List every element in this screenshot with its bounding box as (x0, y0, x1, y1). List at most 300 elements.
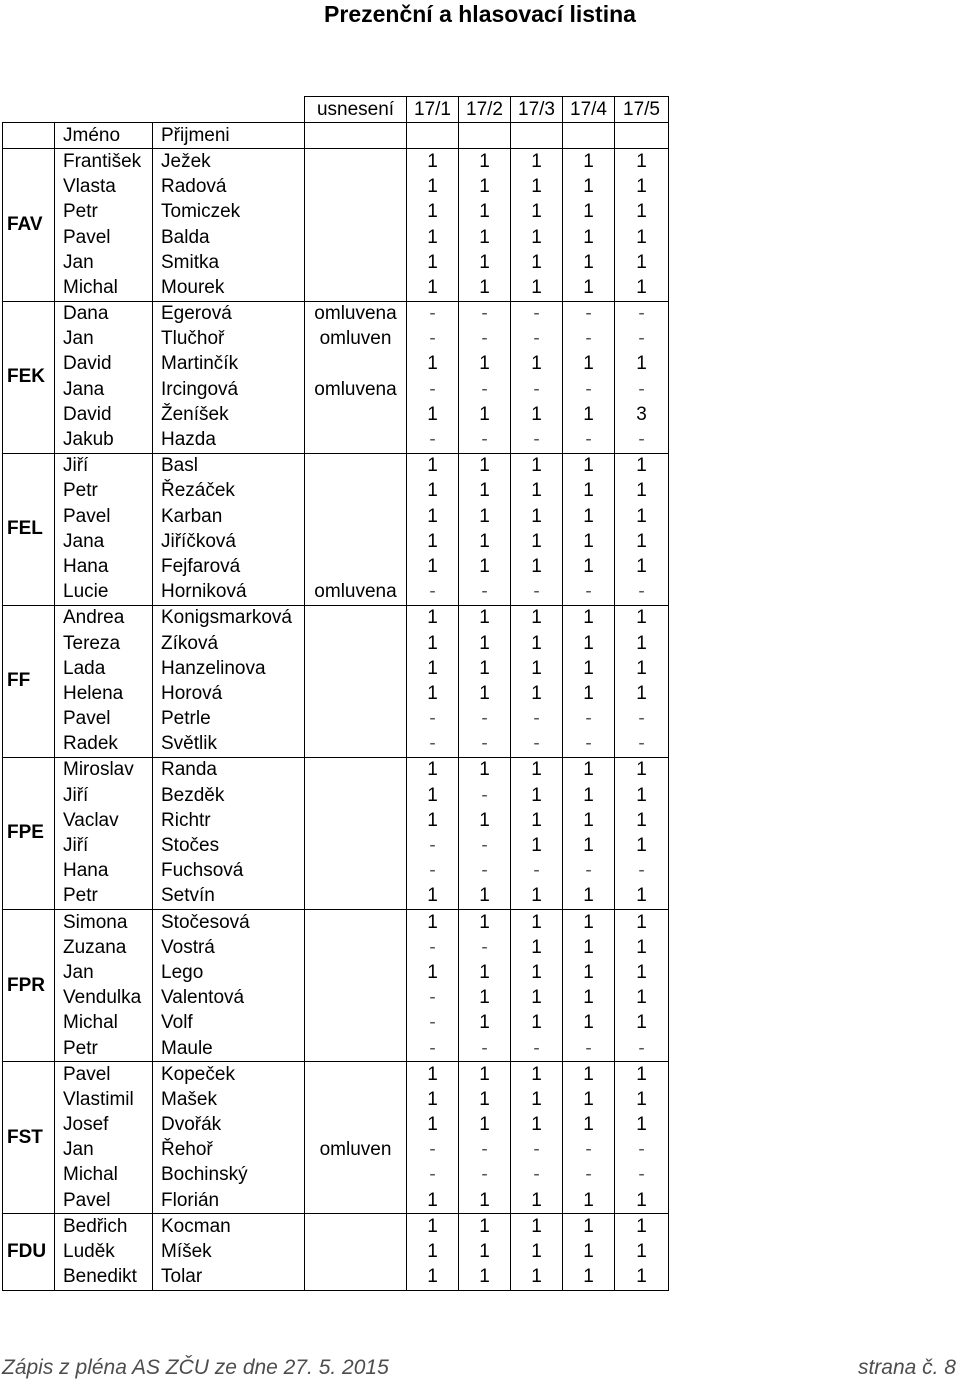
vote-cell: 1 (563, 910, 615, 936)
surname-cell: Mourek (153, 275, 305, 301)
first-name-cell: Dana (55, 301, 153, 327)
vote-cell: - (615, 301, 669, 327)
resolution-note-cell (305, 402, 407, 427)
resolution-note-cell (305, 884, 407, 910)
table-row (3, 149, 669, 175)
header-row-votes (3, 97, 669, 123)
first-name-cell: Andrea (55, 605, 153, 631)
surname-cell: Ženíšek (153, 402, 305, 427)
vote-cell: 1 (563, 757, 615, 783)
header-surname: Přijmeni (153, 123, 305, 149)
faculty-cell: FDU (3, 1214, 55, 1291)
surname-cell: Míšek (153, 1239, 305, 1264)
resolution-note-cell (305, 250, 407, 275)
table-row (3, 275, 669, 301)
vote-cell: 1 (511, 935, 563, 960)
vote-cell: - (615, 1163, 669, 1188)
vote-cell: - (511, 1138, 563, 1163)
vote-cell: - (511, 377, 563, 402)
table-row (3, 656, 669, 681)
vote-cell: - (511, 427, 563, 453)
vote-cell: 1 (459, 1011, 511, 1036)
resolution-note-cell (305, 225, 407, 250)
vote-cell: 1 (511, 986, 563, 1011)
vote-cell: 1 (563, 554, 615, 579)
vote-cell: 1 (511, 225, 563, 250)
surname-cell: Mašek (153, 1087, 305, 1112)
surname-cell: Stočesová (153, 910, 305, 936)
surname-cell: Randa (153, 757, 305, 783)
vote-cell: 1 (615, 453, 669, 479)
vote-cell: 1 (563, 935, 615, 960)
vote-cell: 1 (511, 529, 563, 554)
vote-cell: 1 (563, 225, 615, 250)
vote-cell: - (407, 1011, 459, 1036)
vote-cell: 1 (511, 808, 563, 833)
resolution-note-cell (305, 808, 407, 833)
resolution-note-cell (305, 1265, 407, 1291)
vote-cell: 1 (615, 1265, 669, 1291)
vote-cell: 1 (407, 453, 459, 479)
surname-cell: Kocman (153, 1214, 305, 1240)
vote-cell: 1 (563, 1113, 615, 1138)
vote-cell: 1 (407, 631, 459, 656)
first-name-cell: Petr (55, 479, 153, 504)
surname-cell: Ircingová (153, 377, 305, 402)
first-name-cell: Vlastimil (55, 1087, 153, 1112)
vote-cell: 1 (511, 783, 563, 808)
vote-cell: 1 (407, 681, 459, 706)
vote-cell: 1 (615, 479, 669, 504)
surname-cell: Setvín (153, 884, 305, 910)
table-row (3, 301, 669, 327)
table-row (3, 1138, 669, 1163)
vote-cell: 1 (459, 1113, 511, 1138)
vote-cell: 1 (459, 605, 511, 631)
vote-cell: - (459, 327, 511, 352)
first-name-cell: Tereza (55, 631, 153, 656)
header-vote-1: 17/1 (407, 97, 459, 123)
table-row (3, 1214, 669, 1240)
surname-cell: Martinčík (153, 352, 305, 377)
vote-cell: 1 (459, 631, 511, 656)
vote-cell: - (511, 580, 563, 606)
surname-cell: Valentová (153, 986, 305, 1011)
vote-cell: - (459, 377, 511, 402)
surname-cell: Fuchsová (153, 859, 305, 884)
vote-cell: 1 (615, 200, 669, 225)
surname-cell: Tomiczek (153, 200, 305, 225)
header-row-names (3, 123, 669, 149)
vote-cell: 1 (615, 250, 669, 275)
surname-cell: Petrle (153, 707, 305, 732)
vote-cell: 1 (563, 200, 615, 225)
first-name-cell: Lada (55, 656, 153, 681)
vote-cell: 1 (407, 1188, 459, 1214)
vote-cell: 1 (615, 504, 669, 529)
vote-cell: 1 (563, 529, 615, 554)
first-name-cell: David (55, 352, 153, 377)
resolution-note-cell: omluvena (305, 580, 407, 606)
first-name-cell: Zuzana (55, 935, 153, 960)
first-name-cell: Bedřich (55, 1214, 153, 1240)
vote-cell: - (407, 859, 459, 884)
footer-page-number: strana č. 8 (857, 1356, 956, 1379)
vote-cell: 1 (615, 149, 669, 175)
vote-cell: - (459, 1138, 511, 1163)
resolution-note-cell (305, 504, 407, 529)
vote-cell: 1 (407, 605, 459, 631)
vote-cell: 1 (407, 1239, 459, 1264)
resolution-note-cell (305, 732, 407, 758)
page-title: Prezenční a hlasovací listina (324, 1, 636, 27)
header-corner (3, 97, 305, 123)
table-row (3, 681, 669, 706)
vote-cell: - (459, 1036, 511, 1062)
resolution-note-cell (305, 1239, 407, 1264)
faculty-cell: FPE (3, 757, 55, 909)
vote-cell: 1 (407, 479, 459, 504)
table-row (3, 631, 669, 656)
vote-cell: 1 (615, 631, 669, 656)
vote-cell: - (459, 833, 511, 858)
faculty-cell: FAV (3, 149, 55, 301)
vote-cell: 1 (459, 250, 511, 275)
vote-cell: - (511, 859, 563, 884)
surname-cell: Lego (153, 960, 305, 985)
vote-cell: 1 (459, 910, 511, 936)
vote-cell: 1 (615, 681, 669, 706)
first-name-cell: Benedikt (55, 1265, 153, 1291)
vote-cell: 1 (407, 1062, 459, 1088)
surname-cell: Hazda (153, 427, 305, 453)
vote-cell: - (511, 1036, 563, 1062)
vote-cell: 1 (511, 1011, 563, 1036)
resolution-note-cell (305, 1113, 407, 1138)
vote-cell: 1 (615, 757, 669, 783)
vote-cell: 1 (511, 479, 563, 504)
surname-cell: Fejfarová (153, 554, 305, 579)
table-row (3, 1239, 669, 1264)
vote-cell: - (459, 427, 511, 453)
first-name-cell: Vendulka (55, 986, 153, 1011)
vote-cell: 1 (563, 1214, 615, 1240)
vote-cell: - (407, 1138, 459, 1163)
resolution-note-cell (305, 783, 407, 808)
header-vote-blank-4 (563, 123, 615, 149)
surname-cell: Horniková (153, 580, 305, 606)
vote-cell: 1 (615, 910, 669, 936)
vote-cell: - (563, 327, 615, 352)
vote-cell: 1 (459, 529, 511, 554)
vote-cell: - (615, 707, 669, 732)
first-name-cell: Jan (55, 250, 153, 275)
vote-cell: 1 (459, 960, 511, 985)
vote-cell: 1 (407, 554, 459, 579)
vote-cell: 1 (511, 175, 563, 200)
vote-cell: 1 (615, 833, 669, 858)
surname-cell: Smitka (153, 250, 305, 275)
vote-cell: 1 (407, 175, 459, 200)
vote-cell: 1 (459, 453, 511, 479)
vote-cell: 1 (563, 681, 615, 706)
table-row (3, 175, 669, 200)
vote-cell: 1 (563, 1239, 615, 1264)
first-name-cell: Jiří (55, 453, 153, 479)
vote-cell: - (563, 301, 615, 327)
vote-cell: 1 (511, 884, 563, 910)
vote-cell: 1 (459, 504, 511, 529)
surname-cell: Dvořák (153, 1113, 305, 1138)
vote-cell: 1 (511, 1113, 563, 1138)
vote-cell: 1 (511, 960, 563, 985)
vote-cell: 1 (511, 1087, 563, 1112)
vote-cell: 1 (563, 656, 615, 681)
vote-cell: 1 (407, 275, 459, 301)
table-row (3, 479, 669, 504)
vote-cell: - (407, 377, 459, 402)
first-name-cell: Miroslav (55, 757, 153, 783)
vote-cell: 1 (407, 200, 459, 225)
vote-cell: - (407, 301, 459, 327)
vote-cell: - (407, 1163, 459, 1188)
first-name-cell: Hana (55, 554, 153, 579)
resolution-note-cell (305, 453, 407, 479)
vote-cell: 1 (407, 504, 459, 529)
vote-cell: 1 (407, 910, 459, 936)
vote-cell: 1 (511, 910, 563, 936)
vote-cell: 1 (563, 453, 615, 479)
first-name-cell: František (55, 149, 153, 175)
vote-cell: 1 (459, 884, 511, 910)
table-row (3, 757, 669, 783)
vote-cell: 1 (407, 149, 459, 175)
surname-cell: Řezáček (153, 479, 305, 504)
surname-cell: Horová (153, 681, 305, 706)
vote-cell: - (459, 1163, 511, 1188)
vote-cell: 1 (563, 1087, 615, 1112)
vote-cell: - (459, 301, 511, 327)
vote-cell: 1 (615, 783, 669, 808)
vote-cell: 1 (511, 833, 563, 858)
vote-cell: 1 (407, 402, 459, 427)
vote-cell: - (459, 732, 511, 758)
first-name-cell: Vlasta (55, 175, 153, 200)
vote-cell: 1 (459, 986, 511, 1011)
vote-cell: 1 (615, 529, 669, 554)
surname-cell: Vostrá (153, 935, 305, 960)
table-row (3, 529, 669, 554)
header-vote-2: 17/2 (459, 97, 511, 123)
vote-cell: - (563, 859, 615, 884)
vote-cell: 1 (615, 605, 669, 631)
table-row (3, 859, 669, 884)
vote-cell: 1 (459, 1214, 511, 1240)
vote-cell: 1 (563, 1011, 615, 1036)
surname-cell: Maule (153, 1036, 305, 1062)
vote-cell: 1 (459, 402, 511, 427)
vote-cell: 1 (511, 757, 563, 783)
vote-cell: 1 (459, 656, 511, 681)
vote-cell: 1 (615, 935, 669, 960)
header-vote-blank-3 (511, 123, 563, 149)
faculty-cell: FEK (3, 301, 55, 453)
header-resolution-label: usnesení (305, 97, 407, 123)
first-name-cell: David (55, 402, 153, 427)
vote-cell: 1 (563, 1062, 615, 1088)
vote-cell: 1 (407, 1087, 459, 1112)
surname-cell: Egerová (153, 301, 305, 327)
faculty-cell: FF (3, 605, 55, 757)
surname-cell: Radová (153, 175, 305, 200)
vote-cell: - (511, 327, 563, 352)
vote-cell: 1 (459, 479, 511, 504)
table-row (3, 250, 669, 275)
surname-cell: Bochinský (153, 1163, 305, 1188)
vote-cell: 1 (511, 352, 563, 377)
vote-cell: - (407, 732, 459, 758)
vote-cell: 3 (615, 402, 669, 427)
surname-cell: Jiříčková (153, 529, 305, 554)
header-first-name: Jméno (55, 123, 153, 149)
resolution-note-cell (305, 910, 407, 936)
vote-cell: - (563, 1036, 615, 1062)
vote-cell: 1 (459, 149, 511, 175)
footer-meeting-record: Zápis z pléna AS ZČU ze dne 27. 5. 2015 (2, 1356, 389, 1379)
vote-cell: 1 (459, 275, 511, 301)
vote-cell: 1 (407, 783, 459, 808)
vote-cell: 1 (615, 1011, 669, 1036)
vote-cell: - (407, 327, 459, 352)
table-row (3, 732, 669, 758)
surname-cell: Řehoř (153, 1138, 305, 1163)
vote-cell: 1 (407, 1113, 459, 1138)
first-name-cell: Michal (55, 275, 153, 301)
table-row (3, 1036, 669, 1062)
header-resolution-blank (305, 123, 407, 149)
table-row (3, 808, 669, 833)
first-name-cell: Michal (55, 1011, 153, 1036)
vote-cell: 1 (511, 1062, 563, 1088)
vote-cell: 1 (407, 808, 459, 833)
vote-cell: 1 (511, 275, 563, 301)
resolution-note-cell (305, 275, 407, 301)
resolution-note-cell (305, 935, 407, 960)
resolution-note-cell (305, 554, 407, 579)
table-row (3, 427, 669, 453)
table-row (3, 1188, 669, 1214)
vote-cell: 1 (563, 833, 615, 858)
vote-cell: 1 (459, 225, 511, 250)
resolution-note-cell (305, 175, 407, 200)
first-name-cell: Simona (55, 910, 153, 936)
vote-cell: 1 (459, 1188, 511, 1214)
surname-cell: Konigsmarková (153, 605, 305, 631)
first-name-cell: Michal (55, 1163, 153, 1188)
vote-cell: 1 (511, 402, 563, 427)
vote-cell: 1 (615, 656, 669, 681)
first-name-cell: Jana (55, 377, 153, 402)
vote-cell: - (407, 427, 459, 453)
vote-cell: - (563, 707, 615, 732)
table-body (3, 97, 669, 1291)
table-row (3, 580, 669, 606)
vote-cell: 1 (459, 554, 511, 579)
vote-cell: 1 (563, 960, 615, 985)
vote-cell: 1 (511, 1188, 563, 1214)
resolution-note-cell (305, 352, 407, 377)
surname-cell: Florián (153, 1188, 305, 1214)
resolution-note-cell: omluven (305, 327, 407, 352)
resolution-note-cell (305, 707, 407, 732)
vote-cell: 1 (615, 986, 669, 1011)
vote-cell: - (459, 935, 511, 960)
first-name-cell: Jana (55, 529, 153, 554)
resolution-note-cell (305, 1036, 407, 1062)
vote-cell: - (407, 1036, 459, 1062)
vote-cell: 1 (615, 808, 669, 833)
resolution-note-cell (305, 631, 407, 656)
first-name-cell: Radek (55, 732, 153, 758)
vote-cell: 1 (407, 1265, 459, 1291)
resolution-note-cell (305, 1163, 407, 1188)
first-name-cell: Pavel (55, 504, 153, 529)
vote-cell: 1 (511, 631, 563, 656)
first-name-cell: Jan (55, 960, 153, 985)
vote-cell: - (407, 833, 459, 858)
vote-cell: - (563, 377, 615, 402)
vote-cell: 1 (459, 757, 511, 783)
first-name-cell: Helena (55, 681, 153, 706)
table-row (3, 1113, 669, 1138)
vote-cell: - (511, 732, 563, 758)
vote-cell: - (459, 707, 511, 732)
table-row (3, 200, 669, 225)
vote-cell: 1 (407, 250, 459, 275)
header-vote-4: 17/4 (563, 97, 615, 123)
surname-cell: Richtr (153, 808, 305, 833)
vote-cell: - (511, 301, 563, 327)
vote-cell: 1 (615, 1113, 669, 1138)
vote-cell: 1 (563, 605, 615, 631)
resolution-note-cell: omluvena (305, 377, 407, 402)
header-vote-3: 17/3 (511, 97, 563, 123)
resolution-note-cell (305, 859, 407, 884)
vote-cell: 1 (615, 275, 669, 301)
resolution-note-cell (305, 1087, 407, 1112)
vote-cell: - (615, 580, 669, 606)
vote-cell: 1 (563, 1265, 615, 1291)
vote-cell: 1 (511, 453, 563, 479)
vote-cell: 1 (511, 149, 563, 175)
vote-cell: 1 (407, 529, 459, 554)
vote-cell: 1 (511, 504, 563, 529)
first-name-cell: Pavel (55, 1188, 153, 1214)
table-row (3, 833, 669, 858)
vote-cell: - (459, 580, 511, 606)
vote-cell: 1 (615, 352, 669, 377)
vote-cell: 1 (563, 275, 615, 301)
table-row (3, 402, 669, 427)
resolution-note-cell (305, 757, 407, 783)
vote-cell: 1 (615, 1214, 669, 1240)
vote-cell: 1 (407, 352, 459, 377)
vote-cell: 1 (407, 960, 459, 985)
vote-cell: 1 (459, 200, 511, 225)
attendance-voting-table (2, 96, 669, 1291)
surname-cell: Ježek (153, 149, 305, 175)
header-faculty-blank (3, 123, 55, 149)
